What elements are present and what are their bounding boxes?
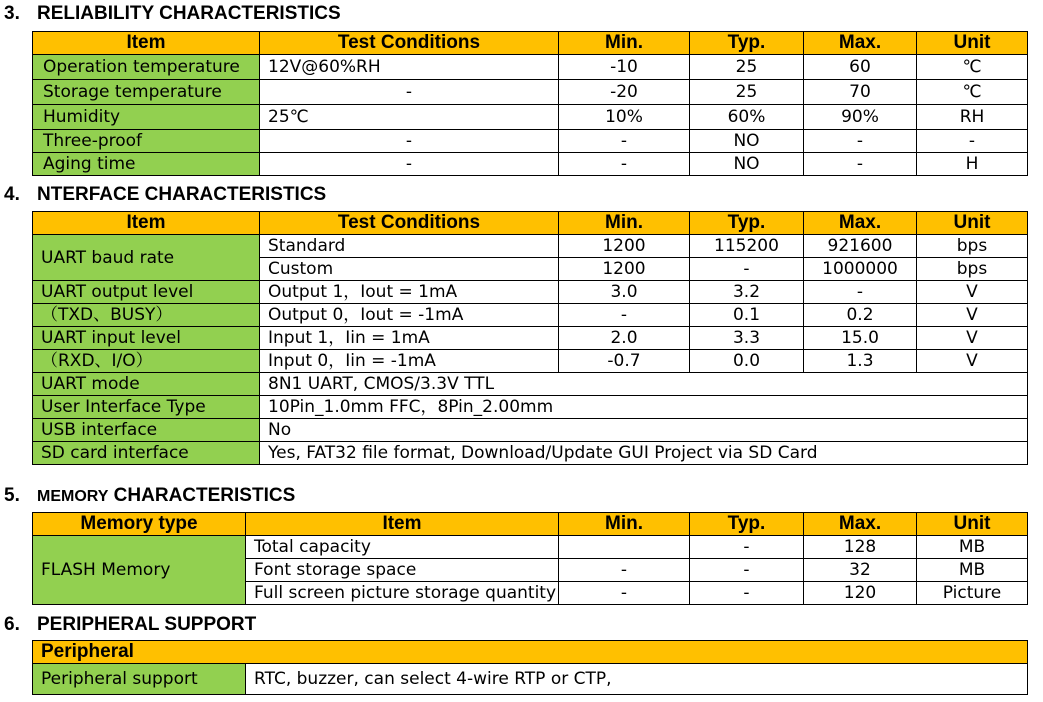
section-memory-title: 5. MEMORY CHARACTERISTICS: [4, 485, 296, 506]
table-row: Peripheral support RTC, buzzer, can select 4-wire RTP or CTP,: [33, 664, 1028, 695]
header-unit: Unit: [917, 212, 1028, 235]
peripheral-header-row: [33, 641, 1028, 664]
interface-table: [32, 211, 1028, 465]
memory-header-row: [33, 513, 1028, 536]
table-row: Operation temperature 12V@60%RH -10 25 60 ℃: [33, 55, 1028, 80]
header-typ: Typ.: [690, 32, 804, 55]
section-interface-title: 4. NTERFACE CHARACTERISTICS: [4, 184, 327, 205]
table-row: Full screen picture storage quantity - - 120 Picture: [33, 582, 1028, 605]
header-max: Max.: [804, 212, 917, 235]
peripheral-table: [32, 640, 1028, 695]
table-row: Three-proof - - NO - -: [33, 130, 1028, 153]
header-unit: Unit: [917, 32, 1028, 55]
table-row: UART input level Input 1，Iin = 1mA 2.0 3.3 15.0 V: [33, 327, 1028, 350]
interface-header-row: [33, 212, 1028, 235]
header-unit: Unit: [917, 513, 1028, 536]
table-row: Custom 1200 - 1000000 bps: [33, 258, 1028, 281]
table-row: UART output level Output 1，Iout = 1mA 3.0 3.2 - V: [33, 281, 1028, 304]
reliability-header-row: [33, 32, 1028, 55]
table-row: FLASH Memory Total capacity - 128 MB: [33, 536, 1028, 559]
table-row: User Interface Type 10Pin_1.0mm FFC，8Pin_2.00mm: [33, 396, 1028, 419]
header-peripheral: Peripheral: [33, 641, 1028, 664]
header-max: Max.: [804, 32, 917, 55]
header-test-conditions: Test Conditions: [260, 32, 559, 55]
table-row: （RXD、I/O） Input 0，Iin = -1mA -0.7 0.0 1.3 V: [33, 350, 1028, 373]
memory-table: [32, 512, 1028, 605]
table-row: （TXD、BUSY） Output 0，Iout = -1mA - 0.1 0.2 V: [33, 304, 1028, 327]
header-typ: Typ.: [690, 212, 804, 235]
table-row: SD card interface Yes, FAT32 file format, Download/Update GUI Project via SD Card: [33, 442, 1028, 465]
table-row: USB interface No: [33, 419, 1028, 442]
table-row: Humidity 25℃ 10% 60% 90% RH: [33, 105, 1028, 130]
table-row: UART mode 8N1 UART, CMOS/3.3V TTL: [33, 373, 1028, 396]
table-row: Storage temperature - -20 25 70 ℃: [33, 80, 1028, 105]
reliability-table: [32, 31, 1028, 176]
header-item: Item: [246, 513, 559, 536]
header-test-conditions: Test Conditions: [260, 212, 559, 235]
header-min: Min.: [559, 32, 690, 55]
table-row: Aging time - - NO - H: [33, 153, 1028, 176]
header-min: Min.: [559, 513, 690, 536]
header-item: Item: [33, 32, 260, 55]
header-typ: Typ.: [690, 513, 804, 536]
header-min: Min.: [559, 212, 690, 235]
header-item: Item: [33, 212, 260, 235]
header-memory-type: Memory type: [33, 513, 246, 536]
section-peripheral-title: 6. PERIPHERAL SUPPORT: [4, 614, 257, 635]
section-reliability-title: 3. RELIABILITY CHARACTERISTICS: [4, 3, 341, 24]
table-row: UART baud rate Standard 1200 115200 921600 bps: [33, 235, 1028, 258]
header-max: Max.: [804, 513, 917, 536]
table-row: Font storage space - - 32 MB: [33, 559, 1028, 582]
